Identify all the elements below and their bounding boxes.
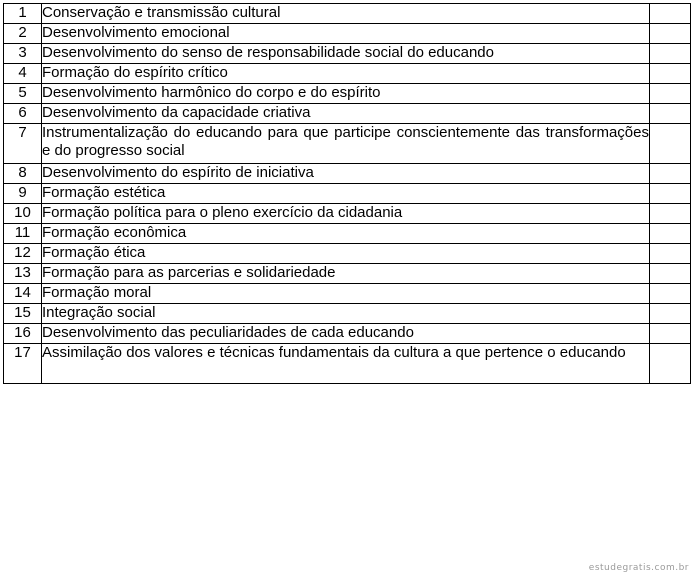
table-row xyxy=(4,4,691,24)
blank-cell xyxy=(650,184,691,204)
blank-cell xyxy=(650,204,691,224)
table-row xyxy=(4,324,691,344)
item-text: Formação econômica xyxy=(42,224,650,244)
blank-cell xyxy=(650,264,691,284)
table-row xyxy=(4,64,691,84)
item-text: Formação ética xyxy=(42,244,650,264)
blank-cell xyxy=(650,84,691,104)
table-row xyxy=(4,44,691,64)
blank-cell xyxy=(650,344,691,384)
item-text: Formação estética xyxy=(42,184,650,204)
watermark: estudegratis.com.br xyxy=(588,563,689,573)
item-text: Instrumentalização do educando para que participe conscientemente das transformações e do progresso social xyxy=(42,124,650,164)
blank-cell xyxy=(650,64,691,84)
blank-cell xyxy=(650,24,691,44)
item-number: 12 xyxy=(4,244,42,264)
blank-cell xyxy=(650,244,691,264)
item-number: 4 xyxy=(4,64,42,84)
item-number: 1 xyxy=(4,4,42,24)
item-number: 6 xyxy=(4,104,42,124)
blank-cell xyxy=(650,224,691,244)
item-text: Desenvolvimento do espírito de iniciativa xyxy=(42,164,650,184)
item-number: 11 xyxy=(4,224,42,244)
blank-cell xyxy=(650,44,691,64)
blank-cell xyxy=(650,104,691,124)
table-row xyxy=(4,224,691,244)
item-number: 3 xyxy=(4,44,42,64)
item-text: Desenvolvimento das peculiaridades de cada educando xyxy=(42,324,650,344)
item-number: 15 xyxy=(4,304,42,324)
item-text: Desenvolvimento emocional xyxy=(42,24,650,44)
item-number: 7 xyxy=(4,124,42,164)
item-number: 16 xyxy=(4,324,42,344)
item-number: 2 xyxy=(4,24,42,44)
table-row xyxy=(4,184,691,204)
item-number: 10 xyxy=(4,204,42,224)
table-row xyxy=(4,244,691,264)
item-text: Formação moral xyxy=(42,284,650,304)
item-text: Integração social xyxy=(42,304,650,324)
blank-cell xyxy=(650,4,691,24)
item-text: Assimilação dos valores e técnicas fundamentais da cultura a que pertence o educando xyxy=(42,344,650,384)
table-row xyxy=(4,104,691,124)
blank-cell xyxy=(650,164,691,184)
item-text: Formação política para o pleno exercício da cidadania xyxy=(42,204,650,224)
table-row xyxy=(4,24,691,44)
table-row xyxy=(4,124,691,164)
item-text: Desenvolvimento do senso de responsabilidade social do educando xyxy=(42,44,650,64)
item-number: 13 xyxy=(4,264,42,284)
blank-cell xyxy=(650,324,691,344)
item-text: Desenvolvimento da capacidade criativa xyxy=(42,104,650,124)
table-row xyxy=(4,84,691,104)
table-row xyxy=(4,164,691,184)
table-row xyxy=(4,344,691,384)
item-number: 17 xyxy=(4,344,42,384)
item-number: 5 xyxy=(4,84,42,104)
blank-cell xyxy=(650,304,691,324)
blank-cell xyxy=(650,124,691,164)
table-row xyxy=(4,204,691,224)
table-row xyxy=(4,284,691,304)
item-text: Formação do espírito crítico xyxy=(42,64,650,84)
table-row xyxy=(4,304,691,324)
blank-cell xyxy=(650,284,691,304)
item-text: Formação para as parcerias e solidariedade xyxy=(42,264,650,284)
item-text: Conservação e transmissão cultural xyxy=(42,4,650,24)
item-number: 9 xyxy=(4,184,42,204)
item-number: 14 xyxy=(4,284,42,304)
item-number: 8 xyxy=(4,164,42,184)
table-row xyxy=(4,264,691,284)
objectives-table xyxy=(3,3,691,384)
item-text: Desenvolvimento harmônico do corpo e do espírito xyxy=(42,84,650,104)
